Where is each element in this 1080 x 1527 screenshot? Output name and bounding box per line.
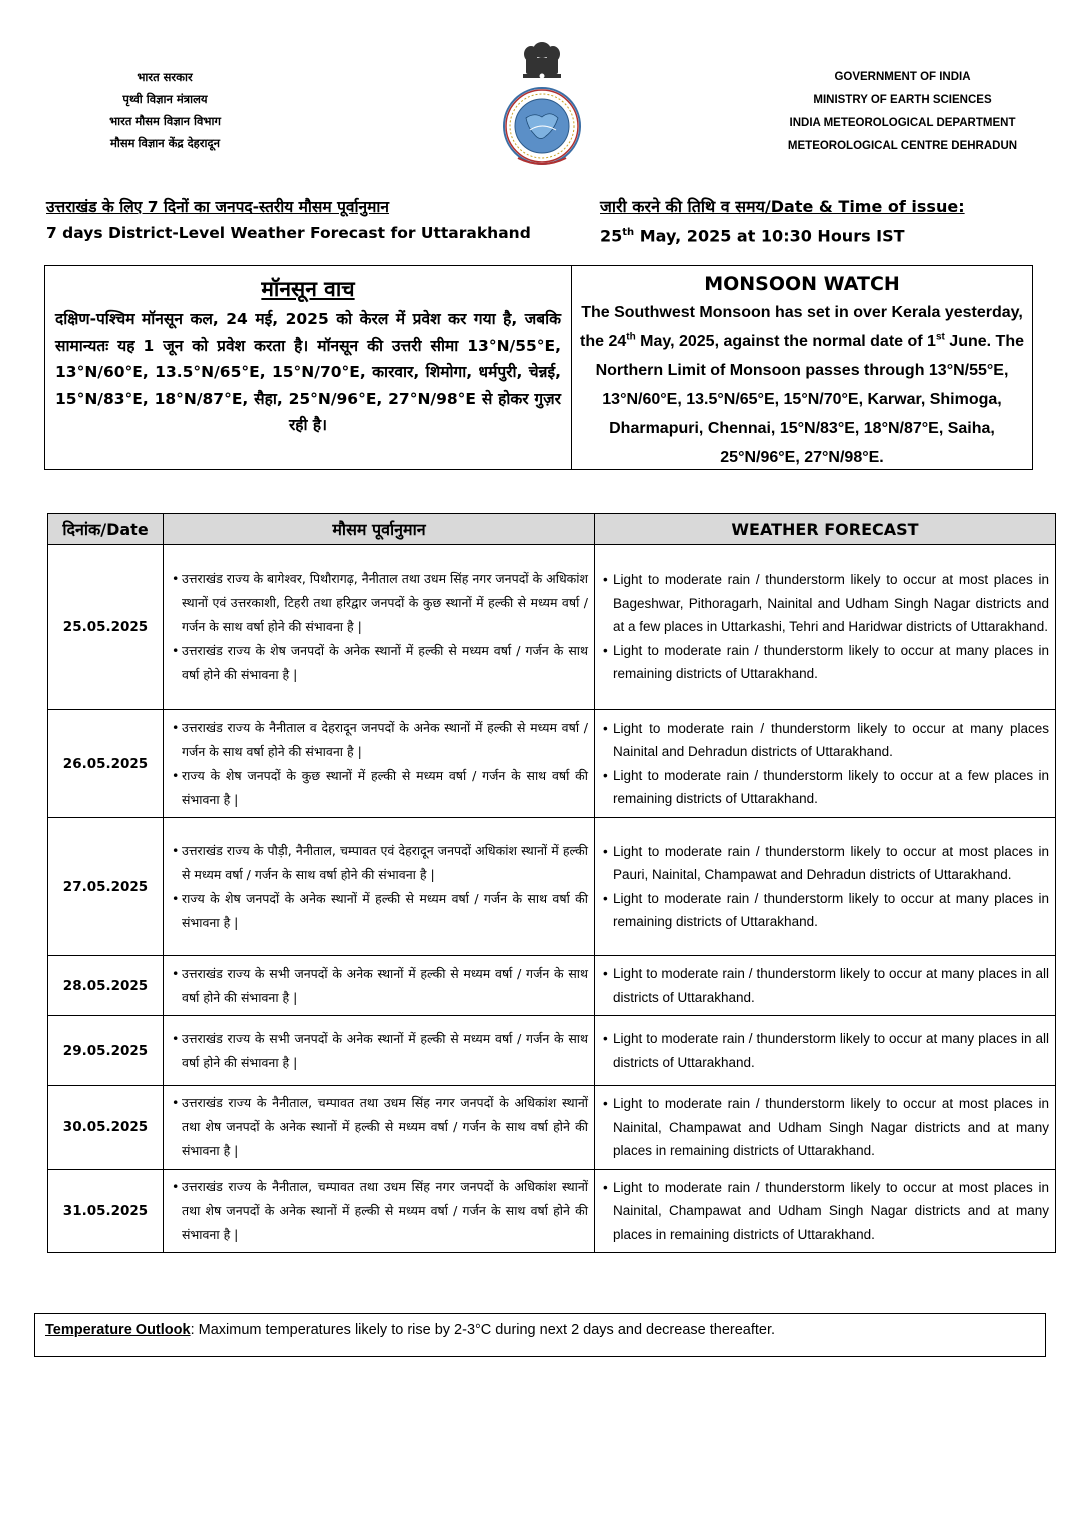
header-hindi-line: पृथ्वी विज्ञान मंत्रालय — [122, 92, 208, 106]
monsoon-watch-hindi — [45, 266, 572, 469]
monsoon-text-part: June. The Northern Limit of Monsoon passes through 13°N/55°E, 13°N/60°E, 13.5°N/65°E, 15°N/70°E, Karwar, Shimoga, Dharmapuri, Chennai, 15°N/83°E, 18°N/87°E, Saiha, 25°N/96°E, 27°N/98°E. — [595, 333, 1024, 466]
table-header-row — [48, 514, 1056, 545]
table-row — [48, 818, 1056, 956]
row-date: 28.05.2025 — [48, 956, 164, 1016]
monsoon-title-hindi: मॉनसून वाच — [261, 277, 355, 301]
row-date: 27.05.2025 — [48, 818, 164, 956]
row-hindi-forecast — [164, 1086, 595, 1170]
monsoon-text-sup: th — [626, 331, 636, 343]
forecast-bullet: • Light to moderate rain / thunderstorm likely to occur at most places in Bageshwar, Pithoragarh, Nainital and Udham Singh Nagar districts and at a few places in Uttarkashi, Tehri and Haridwar districts of Uttarakhand. — [603, 568, 1049, 639]
header-english-line: INDIA METEOROLOGICAL DEPARTMENT — [789, 117, 1016, 129]
header-hindi-block — [60, 66, 270, 154]
forecast-title-hindi: उत्तराखंड के लिए 7 दिनों का जनपद-स्तरीय मौसम पूर्वानुमान — [46, 198, 390, 216]
forecast-bullet: • Light to moderate rain / thunderstorm likely to occur at a few places in remaining districts of Uttarakhand. — [603, 764, 1049, 811]
forecast-bullet: • उत्तराखंड राज्य के पौड़ी, नैनीताल, चम्पावत एवं देहरादून जनपदों अधिकांश स्थानों में हल्की से मध्यम वर्षा / गर्जन के साथ वर्षा होने की संभावना है | — [172, 839, 588, 887]
temperature-outlook-text: : Maximum temperatures likely to rise by 2-3°C during next 2 days and decrease thereafter. — [190, 1322, 776, 1338]
issue-day-suffix: th — [622, 227, 635, 238]
forecast-bullet: • उत्तराखंड राज्य के बागेश्वर, पिथौरागढ़, नैनीताल तथा उधम सिंह नगर जनपदों के अधिकांश स्थानों एवं उत्तरकाशी, टिहरी तथा हरिद्वार जनपदों के कुछ स्थानों में हल्की से मध्यम वर्षा / गर्जन के साथ वर्षा होने की संभावना है | — [172, 567, 588, 639]
table-row — [48, 1086, 1056, 1170]
monsoon-text-part: May, 2025, against the normal date of 1 — [635, 333, 936, 350]
forecast-title — [46, 194, 531, 246]
header-english-line: MINISTRY OF EARTH SCIENCES — [813, 94, 992, 106]
table-row — [48, 545, 1056, 710]
table-row — [48, 1169, 1056, 1253]
monsoon-text-sup: st — [935, 331, 945, 343]
row-date: 30.05.2025 — [48, 1086, 164, 1170]
forecast-bullet: • उत्तराखंड राज्य के नैनीताल, चम्पावत तथा उधम सिंह नगर जनपदों के अधिकांश स्थानों तथा शेष जनपदों के अनेक स्थानों में हल्की से मध्यम वर्षा / गर्जन के साथ वर्षा होने की संभावना है | — [172, 1091, 588, 1163]
forecast-table — [47, 513, 1056, 1253]
row-english-forecast — [595, 545, 1056, 710]
row-english-forecast — [595, 710, 1056, 818]
header-english-line: METEOROLOGICAL CENTRE DEHRADUN — [787, 140, 1018, 152]
monsoon-text-hindi: दक्षिण-पश्चिम मॉनसून कल, 24 मई, 2025 को केरल में प्रवेश कर गया है, जबकि सामान्यतः यह 1 जून को प्रवेश करता है। मॉनसून की उत्तरी सीमा 13°N/55°E, 13°N/60°E, 13.5°N/65°E, 15°N/70°E, कारवार, शिमोगा, धर्मपुरी, चेन्नई, 15°N/83°E, 18°N/87°E, सैहा, 25°N/96°E, 27°N/98°E से होकर गुज़र रही है। — [55, 310, 561, 434]
header-english-block — [770, 66, 1035, 158]
forecast-bullet: • Light to moderate rain / thunderstorm likely to occur at many places in remaining districts of Uttarakhand. — [603, 887, 1049, 934]
forecast-bullet: • Light to moderate rain / thunderstorm likely to occur at many places Nainital and Dehradun districts of Uttarakhand. — [603, 717, 1049, 764]
issue-value — [600, 220, 1030, 249]
forecast-bullet: • उत्तराखंड राज्य के नैनीताल व देहरादून जनपदों के अनेक स्थानों में हल्की से मध्यम वर्षा / गर्जन के साथ वर्षा होने की संभावना है | — [172, 716, 588, 764]
header-date: दिनांक/Date — [48, 514, 164, 545]
table-row — [48, 956, 1056, 1016]
row-hindi-forecast — [164, 545, 595, 710]
table-row — [48, 1016, 1056, 1086]
forecast-bullet: • उत्तराखंड राज्य के सभी जनपदों के अनेक स्थानों में हल्की से मध्यम वर्षा / गर्जन के साथ वर्षा होने की संभावना है | — [172, 962, 588, 1010]
forecast-bullet: • Light to moderate rain / thunderstorm likely to occur at most places in Pauri, Nainital, Champawat and Dehradun districts of Uttarakhand. — [603, 840, 1049, 887]
issue-day: 25 — [600, 226, 623, 246]
header-hindi-forecast: मौसम पूर्वानुमान — [164, 514, 595, 545]
row-hindi-forecast — [164, 1016, 595, 1086]
header-english-line: GOVERNMENT OF INDIA — [834, 71, 971, 83]
forecast-bullet: • उत्तराखंड राज्य के शेष जनपदों के अनेक स्थानों में हल्की से मध्यम वर्षा / गर्जन के साथ वर्षा होने की संभावना है | — [172, 639, 588, 687]
row-english-forecast — [595, 1086, 1056, 1170]
issue-label: जारी करने की तिथि व समय/Date & Time of issue: — [600, 197, 965, 216]
row-hindi-forecast — [164, 710, 595, 818]
forecast-bullet: • राज्य के शेष जनपदों के अनेक स्थानों में हल्की से मध्यम वर्षा / गर्जन के साथ वर्षा की संभावना है | — [172, 887, 588, 935]
monsoon-text-english — [578, 298, 1026, 472]
header-hindi-line: भारत सरकार — [137, 70, 193, 84]
header-english-forecast: WEATHER FORECAST — [595, 514, 1056, 545]
row-english-forecast — [595, 1016, 1056, 1086]
row-english-forecast — [595, 818, 1056, 956]
row-date: 29.05.2025 — [48, 1016, 164, 1086]
row-english-forecast — [595, 956, 1056, 1016]
imd-emblem-logo — [498, 38, 586, 168]
forecast-bullet: • उत्तराखंड राज्य के नैनीताल, चम्पावत तथा उधम सिंह नगर जनपदों के अधिकांश स्थानों तथा शेष जनपदों के अनेक स्थानों में हल्की से मध्यम वर्षा / गर्जन के साथ वर्षा होने की संभावना है | — [172, 1175, 588, 1247]
issue-datetime — [600, 194, 1030, 249]
monsoon-watch-box — [44, 265, 1033, 470]
header-hindi-line: मौसम विज्ञान केंद्र देहरादून — [110, 136, 220, 150]
temperature-outlook-box — [34, 1313, 1046, 1357]
row-date: 26.05.2025 — [48, 710, 164, 818]
issue-rest: May, 2025 at 10:30 Hours IST — [634, 226, 905, 246]
forecast-bullet: • Light to moderate rain / thunderstorm likely to occur at most places in Nainital, Champawat and Udham Singh Nagar districts and at many places in remaining districts of Uttarakhand. — [603, 1176, 1049, 1247]
temperature-outlook-label: Temperature Outlook — [45, 1322, 191, 1338]
forecast-bullet: • Light to moderate rain / thunderstorm likely to occur at many places in remaining districts of Uttarakhand. — [603, 639, 1049, 686]
row-hindi-forecast — [164, 1169, 595, 1253]
row-date: 31.05.2025 — [48, 1169, 164, 1253]
row-date: 25.05.2025 — [48, 545, 164, 710]
forecast-bullet: • Light to moderate rain / thunderstorm likely to occur at many places in all districts of Uttarakhand. — [603, 962, 1049, 1009]
table-row — [48, 710, 1056, 818]
header-hindi-line: भारत मौसम विज्ञान विभाग — [109, 114, 221, 128]
forecast-bullet: • राज्य के शेष जनपदों के कुछ स्थानों में हल्की से मध्यम वर्षा / गर्जन के साथ वर्षा की संभावना है | — [172, 764, 588, 812]
monsoon-text-part: The Southwest Monsoon has set in over Kerala yesterday, the 24 — [580, 304, 1023, 350]
forecast-bullet: • Light to moderate rain / thunderstorm likely to occur at many places in all districts of Uttarakhand. — [603, 1027, 1049, 1074]
row-english-forecast — [595, 1169, 1056, 1253]
forecast-title-english: 7 days District-Level Weather Forecast for Uttarakhand — [46, 224, 531, 242]
monsoon-watch-english — [572, 266, 1032, 469]
forecast-bullet: • Light to moderate rain / thunderstorm likely to occur at most places in Nainital, Champawat and Udham Singh Nagar districts and at many places in remaining districts of Uttarakhand. — [603, 1092, 1049, 1163]
forecast-bullet: • उत्तराखंड राज्य के सभी जनपदों के अनेक स्थानों में हल्की से मध्यम वर्षा / गर्जन के साथ वर्षा होने की संभावना है | — [172, 1027, 588, 1075]
row-hindi-forecast — [164, 956, 595, 1016]
row-hindi-forecast — [164, 818, 595, 956]
monsoon-title-english: MONSOON WATCH — [704, 273, 900, 295]
